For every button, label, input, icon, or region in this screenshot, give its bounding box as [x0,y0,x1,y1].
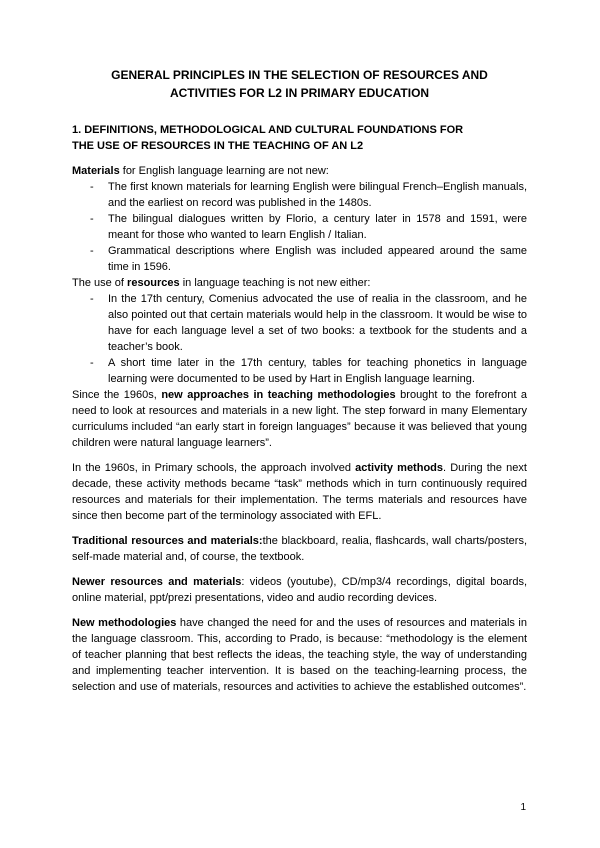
paragraph-methodologies-bold: New methodologies [72,617,177,629]
materials-list [72,179,527,275]
paragraph-activity-methods [72,460,527,524]
paragraph-newer-after: : videos (youtube), CD/mp3/4 recordings, digital boards, online material, ppt/prezi presentations, video and audio recording devices. [72,576,528,604]
paragraph-traditional-bold: Traditional resources and materials: [72,535,263,547]
paragraph-new-methodologies [72,615,527,695]
materials-term: Materials [72,165,120,177]
list-item: - The first known materials for learning English were bilingual French–English manuals, and the earliest on record was published in the 1480s. [108,179,527,211]
page-number: 1 [520,802,526,813]
resources-intro-after: in language teaching is not new either: [179,277,371,289]
list-item: - The bilingual dialogues written by Florio, a century later in 1578 and 1591, were meant for those who wanted to learn English / Italian. [108,211,527,243]
resources-intro-before: The use of [72,277,128,289]
paragraph-activity-before: In the 1960s, in Primary schools, the approach involved [72,462,356,474]
resources-term: resources [127,277,180,289]
list-item: - In the 17th century, Comenius advocated the use of realia in the classroom, and he also pointed out that certain materials would help in the classroom. It would be wise to have for each language level a set of two books: a textbook for the students and a teacher’s book. [108,291,527,355]
title-line-1: GENERAL PRINCIPLES IN THE SELECTION OF RESOURCES AND [111,68,488,82]
paragraph-methodologies-after: have changed the need for and the uses of resources and materials in the language classroom. This, according to Prado, is because: “methodology is the element of teacher planning that best reflects the ideas, the teaching style, the way of understanding and implementing teacher intervention. It is based on the teaching-learning process, the selection and use of materials, resources and activities to achieve the established outcomes”. [72,617,527,693]
resources-list [72,291,527,387]
materials-intro-text: for English language learning are not new: [119,165,329,177]
materials-intro [72,163,527,179]
resources-intro [72,275,527,291]
title-line-2: ACTIVITIES FOR L2 IN PRIMARY EDUCATION [169,86,430,100]
section-heading-line-1: 1. DEFINITIONS, METHODOLOGICAL AND CULTURAL FOUNDATIONS FOR [72,124,464,136]
paragraph-activity-bold: activity methods [355,462,443,474]
paragraph-1960s [72,387,527,451]
section-heading-line-2: THE USE OF RESOURCES IN THE TEACHING OF AN L2 [72,140,364,152]
section-heading [72,122,527,154]
document-title [72,66,527,102]
paragraph-activity-after: . During the next decade, these activity methods became “task” methods which in turn continuously required resources and materials for their implementation. The terms materials and resources have since then become part of the terminology associated with EFL. [72,462,527,522]
list-item: - Grammatical descriptions where English was included appeared around the same time in 1596. [108,243,527,275]
paragraph-traditional-after: the blackboard, realia, flashcards, wall charts/posters, self-made material and, of course, the textbook. [72,535,527,563]
paragraph-1960s-after: brought to the forefront a need to look at resources and materials in a new light. The step forward in many Elementary curriculums included “an early start in foreign languages” because it was believed that young children were natural language learners”. [72,389,527,449]
paragraph-newer-resources [72,574,527,606]
paragraph-traditional-resources [72,533,527,565]
list-item: - A short time later in the 17th century, tables for teaching phonetics in language learning were documented to be used by Hart in English language learning. [108,355,527,387]
paragraph-1960s-bold: new approaches in teaching methodologies [161,389,396,401]
paragraph-newer-bold: Newer resources and materials [72,576,242,588]
paragraph-1960s-before: Since the 1960s, [72,389,162,401]
